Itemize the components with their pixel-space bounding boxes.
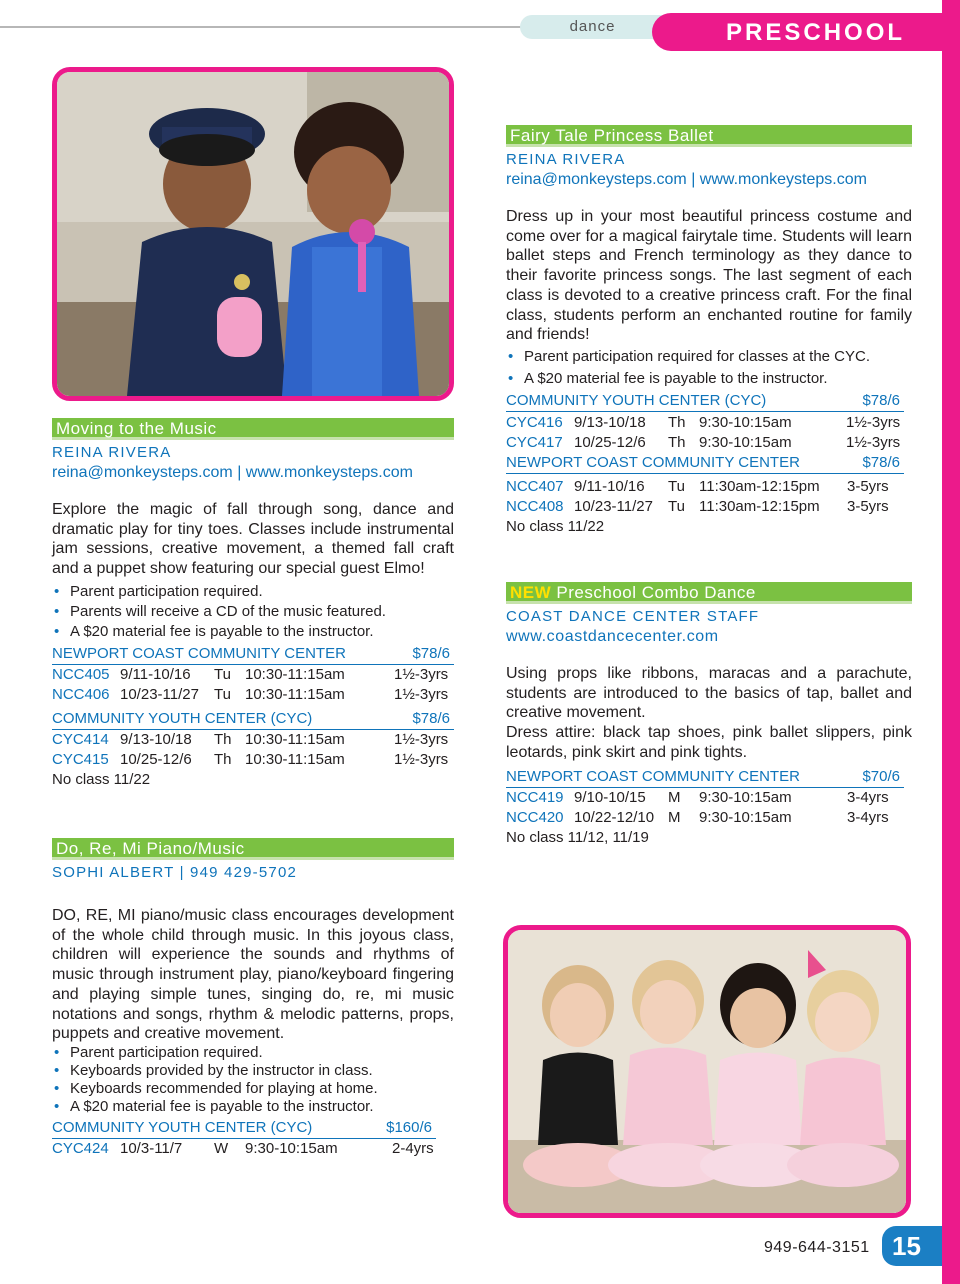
session-dates: 10/22-12/10 — [574, 808, 655, 826]
session-age: 1½-3yrs — [846, 433, 901, 451]
photo-boys-in-costumes — [52, 67, 454, 401]
venue-price: $78/6 — [862, 391, 900, 409]
session-code: NCC419 — [506, 788, 564, 806]
class-notes-list — [506, 348, 912, 389]
category-banner: PRESCHOOL — [652, 13, 942, 51]
venue-price: $78/6 — [412, 644, 450, 662]
session-dates: 9/11-10/16 — [574, 477, 645, 495]
instructor: REINA RIVERA — [506, 151, 626, 168]
schedule-note: No class 11/12, 11/19 — [506, 828, 649, 846]
venue-header — [506, 391, 904, 412]
session-time: 9:30-10:15am — [699, 788, 792, 806]
session-row — [506, 477, 912, 497]
venue-price: $78/6 — [862, 453, 900, 471]
venue-header — [52, 644, 454, 665]
session-code: CYC414 — [52, 730, 109, 748]
session-age: 1½-3yrs — [394, 750, 449, 768]
session-row — [52, 750, 454, 770]
session-time: 10:30-11:15am — [245, 730, 345, 748]
class-title: Do, Re, Mi Piano/Music — [52, 838, 454, 860]
session-code: NCC405 — [52, 665, 110, 683]
session-code: NCC420 — [506, 808, 564, 826]
session-day: Tu — [668, 497, 685, 515]
venue-price: $70/6 — [862, 767, 900, 785]
venue-name: COMMUNITY YOUTH CENTER (CYC) — [506, 391, 767, 409]
session-day: Th — [668, 433, 686, 451]
session-dates: 9/13-10/18 — [120, 730, 192, 748]
class-title: Fairy Tale Princess Ballet — [506, 125, 912, 147]
session-age: 3-5yrs — [847, 477, 889, 495]
session-code: CYC417 — [506, 433, 563, 451]
list-item: • Parent participation required for classes at the CYC. — [506, 348, 912, 366]
instructor-contact-link[interactable]: reina@monkeysteps.com | www.monkeysteps.com — [506, 171, 867, 188]
session-dates: 10/25-12/6 — [120, 750, 192, 768]
class-title: Preschool Combo Dance — [556, 583, 756, 602]
class-description: Explore the magic of fall through song, dance and dramatic play for tiny toes. Classes include instrumental jam sessions, creative movement, a themed fall craft and a puppet show featuring our special guest Elmo! — [52, 501, 454, 578]
session-row — [52, 685, 454, 705]
session-row — [52, 1139, 454, 1159]
session-dates: 10/23-11/27 — [574, 497, 653, 515]
list-item: • A $20 material fee is payable to the instructor. — [506, 369, 912, 389]
class-do-re-mi-piano — [52, 838, 454, 1159]
class-description: DO, RE, MI piano/music class encourages development of the whole child through music. In this joyous class, children will experience the sounds and rhythms of music through instrument play, piano/keyboard fingering and playing simple tunes, singing do, re, mi music notations and songs, rhythm & melodic patterns, props, puppets and creative movement. — [52, 907, 454, 1043]
session-day: Tu — [214, 665, 231, 683]
venue-price: $160/6 — [386, 1118, 432, 1136]
list-item: • Keyboards provided by the instructor in class. — [52, 1062, 454, 1080]
session-dates: 10/25-12/6 — [574, 433, 646, 451]
session-row — [506, 413, 912, 433]
schedule-note: No class 11/22 — [52, 770, 151, 788]
instructor: REINA RIVERA — [52, 444, 172, 461]
list-item: • Keyboards recommended for playing at home. — [52, 1080, 454, 1098]
session-code: CYC424 — [52, 1139, 109, 1157]
session-day: M — [668, 788, 681, 806]
class-fairy-tale-princess-ballet — [506, 125, 912, 537]
venue-name: COMMUNITY YOUTH CENTER (CYC) — [52, 709, 313, 727]
schedule-note: No class 11/22 — [506, 517, 605, 535]
class-title: Moving to the Music — [52, 418, 454, 440]
section-tab: dance — [520, 15, 665, 39]
session-code: CYC415 — [52, 750, 109, 768]
venue-name: NEWPORT COAST COMMUNITY CENTER — [506, 453, 800, 471]
session-dates: 9/11-10/16 — [120, 665, 191, 683]
class-notes-list — [52, 582, 454, 642]
class-title-bar — [506, 582, 912, 604]
venue-name: NEWPORT COAST COMMUNITY CENTER — [506, 767, 800, 785]
class-preschool-combo-dance — [506, 582, 912, 848]
session-age: 3-5yrs — [847, 497, 889, 515]
session-row — [506, 808, 912, 828]
session-row — [506, 497, 912, 517]
session-day: M — [668, 808, 681, 826]
list-item: • A $20 material fee is payable to the instructor. — [52, 622, 454, 642]
new-badge: NEW — [510, 583, 552, 602]
page-number: 15 — [882, 1226, 942, 1266]
session-dates: 10/23-11/27 — [120, 685, 199, 703]
photo-girls-ballet — [503, 925, 911, 1218]
dress-attire: Dress attire: black tap shoes, pink ballet slippers, pink leotards, pink skirt and pink tights. — [506, 724, 912, 761]
session-time: 9:30-10:15am — [699, 413, 792, 431]
session-age: 2-4yrs — [392, 1139, 434, 1157]
session-age: 3-4yrs — [847, 808, 889, 826]
session-code: NCC406 — [52, 685, 110, 703]
session-day: Th — [214, 730, 232, 748]
session-age: 3-4yrs — [847, 788, 889, 806]
venue-name: COMMUNITY YOUTH CENTER (CYC) — [52, 1118, 313, 1136]
session-age: 1½-3yrs — [394, 665, 449, 683]
session-code: NCC407 — [506, 477, 564, 495]
session-row — [52, 665, 454, 685]
session-row — [506, 433, 912, 453]
instructor: SOPHI ALBERT | 949 429-5702 — [52, 864, 298, 881]
venue-header — [52, 709, 454, 730]
class-description: Using props like ribbons, maracas and a parachute, students are introduced to the basics of tap, ballet and creative movement. — [506, 665, 912, 722]
session-day: Tu — [668, 477, 685, 495]
venue-header — [52, 1118, 436, 1139]
list-item: • Parent participation required. — [52, 582, 454, 602]
session-time: 9:30-10:15am — [699, 808, 792, 826]
session-time: 9:30-10:15am — [245, 1139, 338, 1157]
session-dates: 10/3-11/7 — [120, 1139, 183, 1157]
session-day: Th — [214, 750, 232, 768]
footer-phone: 949-644-3151 — [764, 1239, 870, 1256]
session-time: 10:30-11:15am — [245, 665, 345, 683]
session-dates: 9/13-10/18 — [574, 413, 646, 431]
list-item: • Parent participation required. — [52, 1044, 454, 1062]
session-code: CYC416 — [506, 413, 563, 431]
session-time: 11:30am-12:15pm — [699, 477, 820, 495]
side-accent-bar — [942, 0, 960, 1284]
venue-header — [506, 767, 904, 788]
session-day: Th — [668, 413, 686, 431]
venue-name: NEWPORT COAST COMMUNITY CENTER — [52, 644, 346, 662]
session-age: 1½-3yrs — [394, 685, 449, 703]
session-time: 10:30-11:15am — [245, 750, 345, 768]
session-day: Tu — [214, 685, 231, 703]
session-code: NCC408 — [506, 497, 564, 515]
session-age: 1½-3yrs — [394, 730, 449, 748]
session-row — [52, 730, 454, 750]
venue-price: $78/6 — [412, 709, 450, 727]
instructor-contact-link[interactable]: www.coastdancecenter.com — [506, 628, 719, 645]
class-description: Dress up in your most beautiful princess costume and come over for a magical fairytale time. Students will learn ballet steps and French terminology as they dance to their favorite princess songs. The last segment of each class is devoted to a creative princess craft. For the final class, students perform an enchanted routine for family and friends! — [506, 208, 912, 344]
session-time: 10:30-11:15am — [245, 685, 345, 703]
session-dates: 9/10-10/15 — [574, 788, 646, 806]
session-day: W — [214, 1139, 229, 1157]
session-age: 1½-3yrs — [846, 413, 901, 431]
instructor-contact-link[interactable]: reina@monkeysteps.com | www.monkeysteps.com — [52, 464, 413, 481]
list-item: • Parents will receive a CD of the music featured. — [52, 602, 454, 622]
session-row — [506, 788, 912, 808]
class-notes-list — [52, 1044, 454, 1116]
instructor: COAST DANCE CENTER STAFF — [506, 608, 760, 625]
session-time: 11:30am-12:15pm — [699, 497, 820, 515]
venue-header — [506, 453, 904, 474]
class-moving-to-the-music — [52, 418, 454, 790]
session-time: 9:30-10:15am — [699, 433, 792, 451]
list-item: • A $20 material fee is payable to the instructor. — [52, 1098, 454, 1116]
